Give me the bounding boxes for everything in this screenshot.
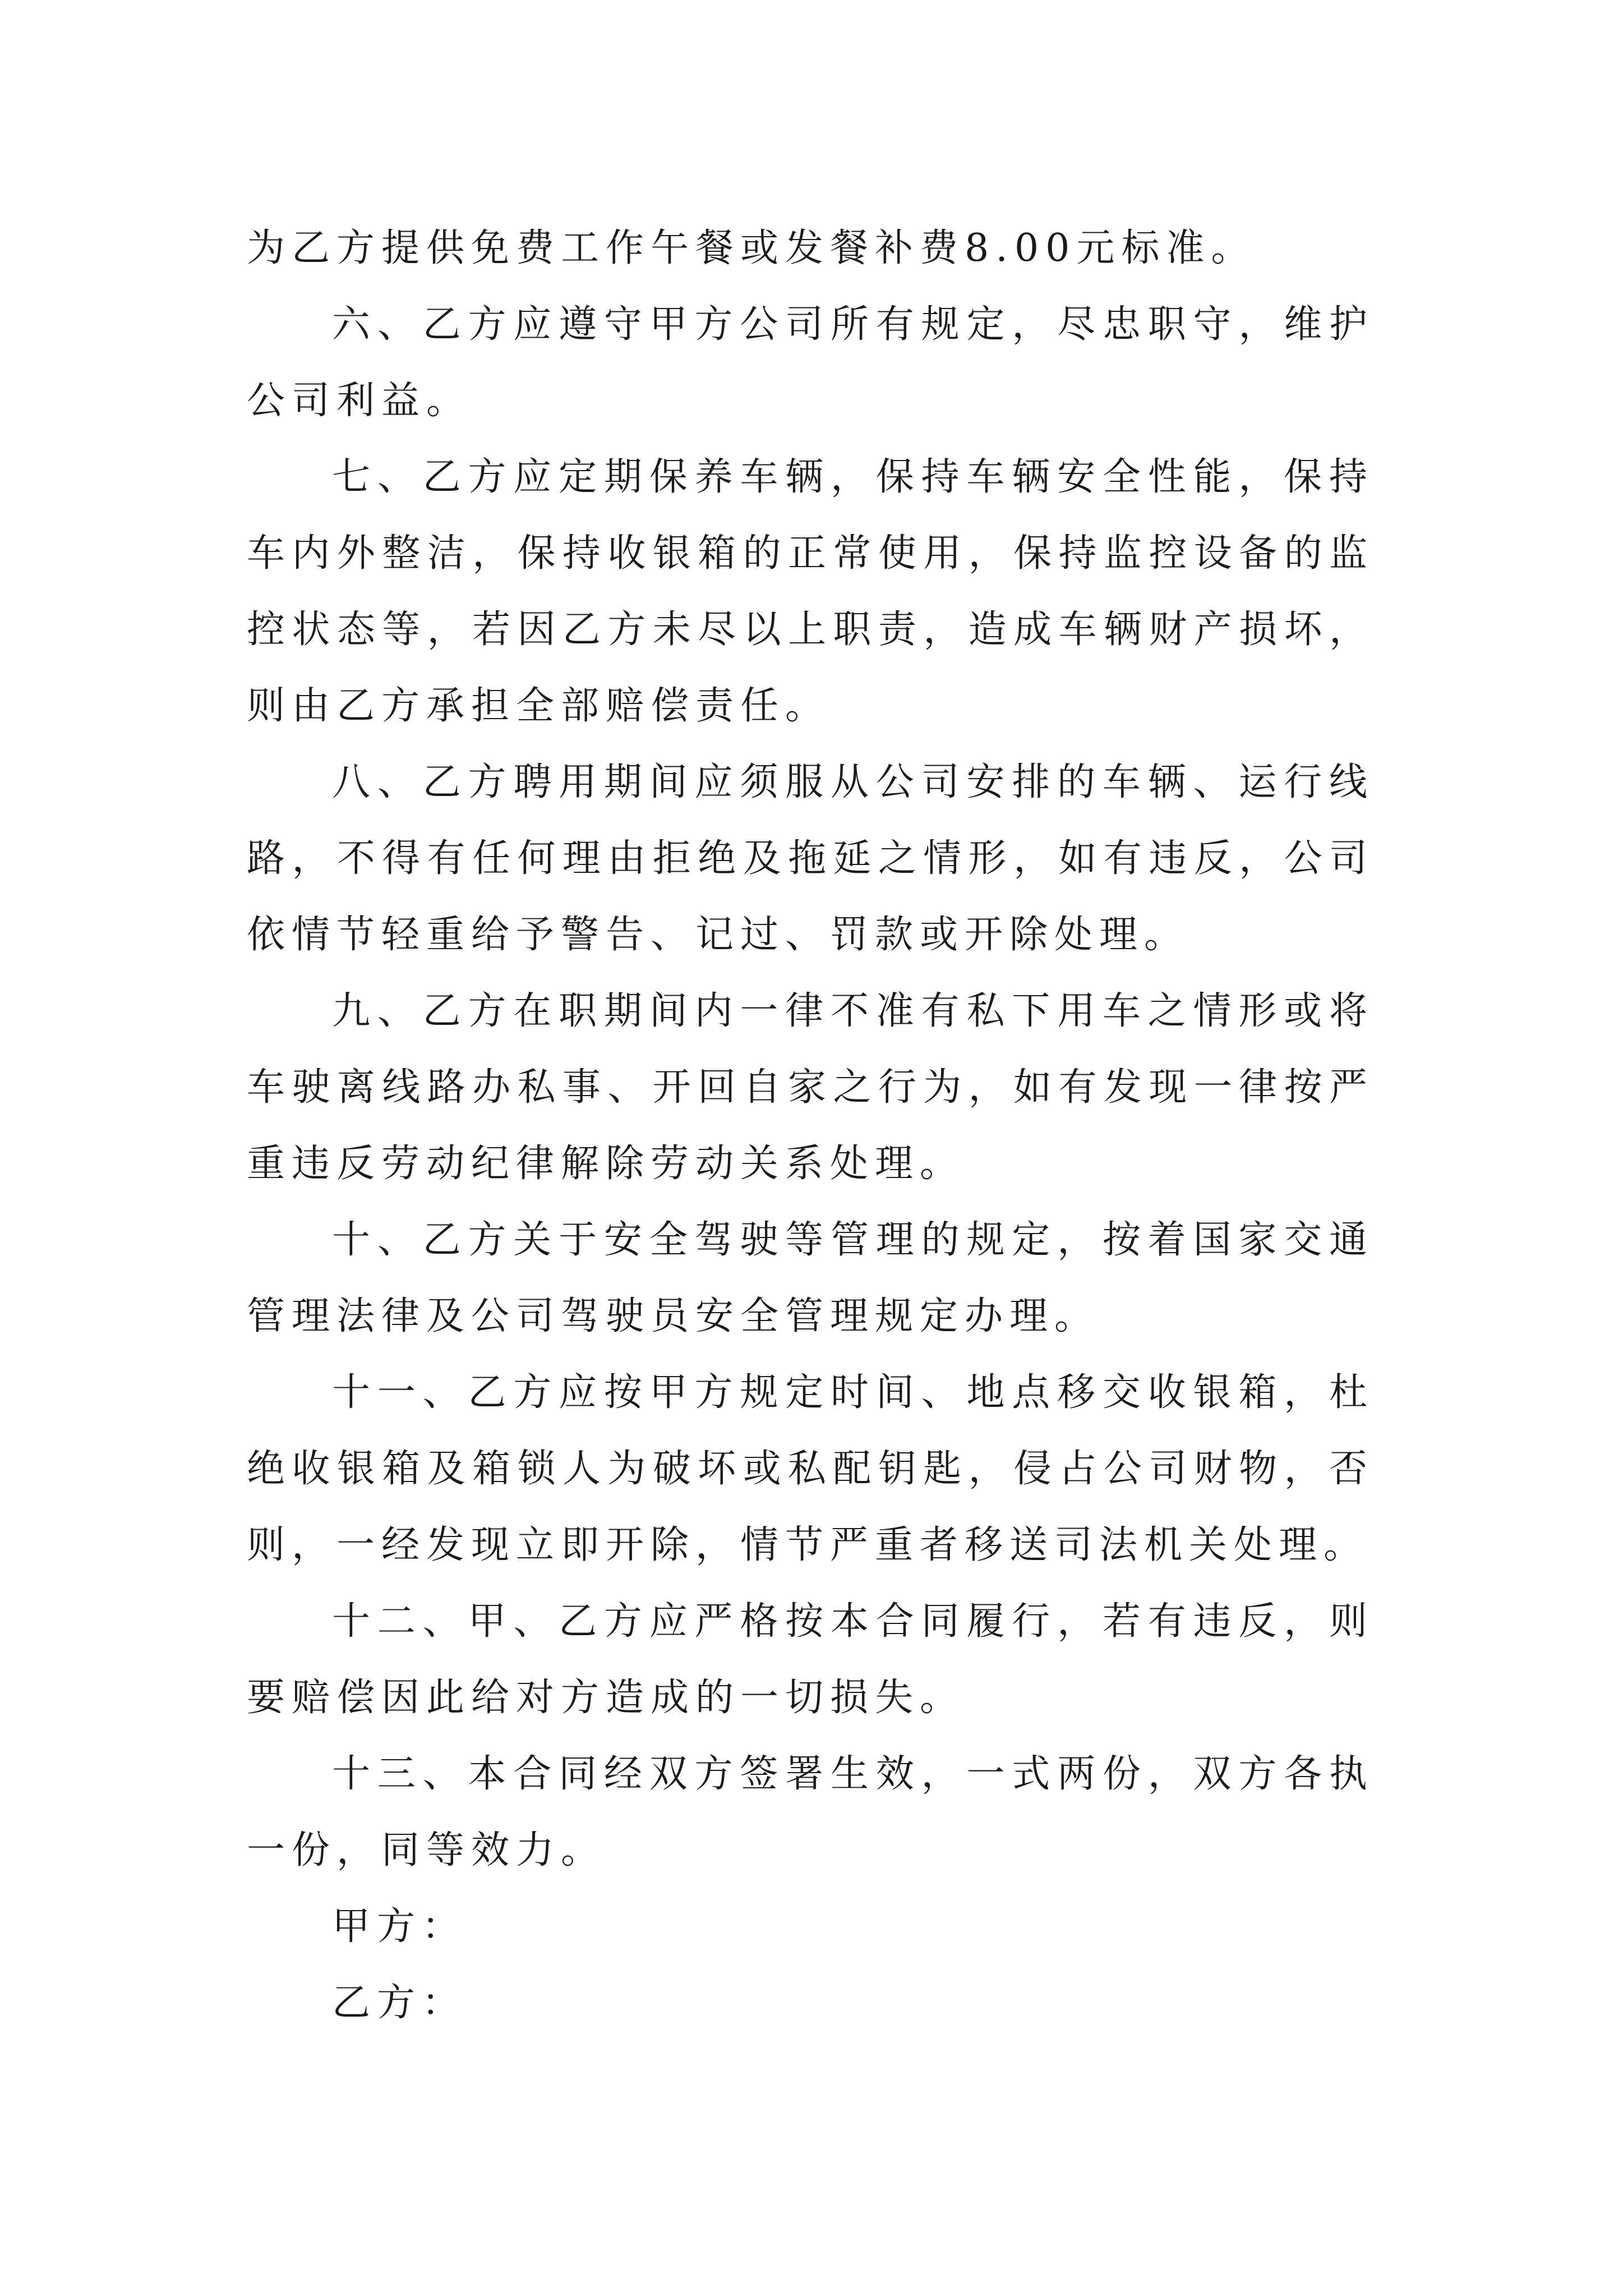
clause-8: 八、乙方聘用期间应须服从公司安排的车辆、运行线路，不得有任何理由拒绝及拖延之情形，如有违反，公司依情节轻重给予警告、记过、罚款或开除处理。 [247,760,1374,957]
clause-6: 六、乙方应遵守甲方公司所有规定，尽忠职守，维护公司利益。 [247,302,1374,423]
signature-party-b [247,1965,1374,2041]
clause-7: 七、乙方应定期保养车辆，保持车辆安全性能，保持车内外整洁，保持收银箱的正常使用，保持监控设备的监控状态等，若因乙方未尽以上职责，造成车辆财产损坏，则由乙方承担全部赔偿责任。 [247,455,1374,728]
clause-13: 十三、本合同经双方签署生效，一式两份，双方各执一份，同等效力。 [247,1752,1374,1872]
signature-party-a-label: 甲方： [332,1904,467,1949]
clause-10: 十、乙方关于安全驾驶等管理的规定，按着国家交通管理法律及公司驾驶员安全管理规定办理。 [247,1218,1374,1338]
clause-9: 九、乙方在职期间内一律不准有私下用车之情形或将车驶离线路办私事、开回自家之行为，如有发现一律按严重违反劳动纪律解除劳动关系处理。 [247,989,1374,1186]
document-body [247,210,1374,2041]
clause-12: 十二、甲、乙方应严格按本合同履行，若有违反，则要赔偿因此给对方造成的一切损失。 [247,1599,1374,1720]
signature-party-b-label: 乙方： [332,1981,467,2025]
paragraph-continuation: 为乙方提供免费工作午餐或发餐补费8.00元标准。 [247,226,1256,270]
clause-11: 十一、乙方应按甲方规定时间、地点移交收银箱，杜绝收银箱及箱锁人为破坏或私配钥匙，侵占公司财物，否则，一经发现立即开除，情节严重者移送司法机关处理。 [247,1370,1374,1567]
signature-party-b-blank [467,2003,859,2004]
signature-party-a [247,1889,1374,1965]
